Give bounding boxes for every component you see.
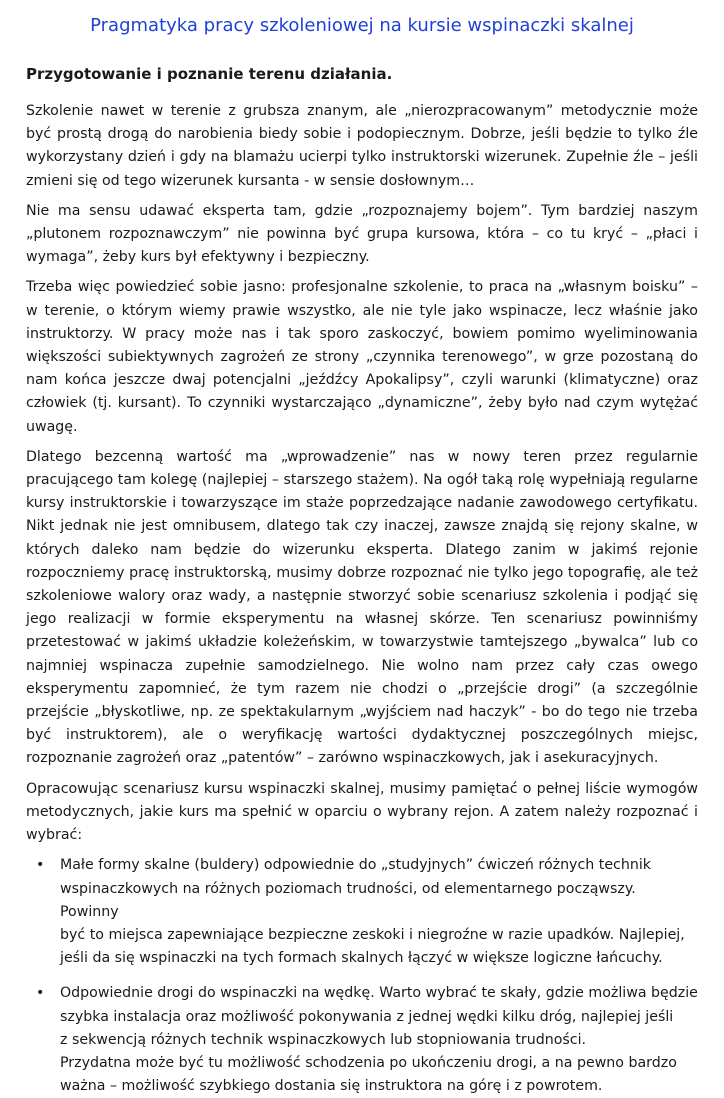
paragraph-5: Opracowując scenariusz kursu wspinaczki skalnej, musimy pamiętać o pełnej liście wymogów metodycznych, jakie kurs ma spełnić w oparciu o wybrany rejon. A zatem należy rozpoznać i wybrać: (26, 780, 698, 844)
paragraph-2: Nie ma sensu udawać eksperta tam, gdzie „rozpoznajemy bojem”. Tym bardziej naszym „plutonem rozpoznawczym” nie powinna być grupa kursowa, która – co tu kryć – „płaci i wymaga”, żeby kurs był efektywny i bezpieczny. (26, 202, 698, 266)
list-item-line: być to miejsca zapewniające bezpieczne zeskoki i niegroźne w razie upadków. Najlepiej, (60, 926, 685, 943)
list-item-line: z sekwencją różnych technik wspinaczkowych lub stopniowania trudności. (60, 1031, 587, 1048)
list-item-line: Małe formy skalne (buldery) odpowiednie do „studyjnych” ćwiczeń różnych technik (60, 857, 651, 874)
bullet-list (26, 854, 698, 1098)
bullet-icon: • (36, 857, 45, 874)
paragraph-3: Trzeba więc powiedzieć sobie jasno: profesjonalne szkolenie, to praca na „własnym boisku” – w terenie, o którym wiemy prawie wszystko, ale nie tyle jako wspinacze, lecz właśnie jako instruktorzy. W pracy może nas i tak sporo zaskoczyć, bowiem pomimo wyeliminowania większości subiektywnych zagrożeń ze strony „czynnika terenowego”, w grze pozostaną do nam końca jeszcze dwaj potencjalni „jeźdźcy Apokalipsy”, czyli warunki (klimatyczne) oraz człowiek (tj. kursant). To czynniki wystarczająco „dynamiczne”, żeby było nad czym wytężać uwagę. (26, 279, 698, 435)
list-item-line: szybka instalacja oraz możliwość pokonywania z jednej wędki kilku dróg, najlepiej jeśli (60, 1008, 674, 1025)
bullet-icon: • (36, 985, 45, 1002)
section-heading: Przygotowanie i poznanie terenu działania. (26, 65, 393, 83)
list-item (26, 854, 698, 970)
list-item-line: Przydatna może być tu możliwość schodzenia po ukończeniu drogi, a na pewno bardzo (60, 1054, 677, 1071)
paragraph-4: Dlatego bezcenną wartość ma „wprowadzenie” nas w nowy teren przez regularnie pracującego tam kolegę (najlepiej – starszego stażem). Na ogół taką rolę wypełniają regularne kursy instruktorskie i towarzyszące im staże poprzedzające nadanie zawodowego certyfikatu. Nikt jednak nie jest omnibusem, dlatego tak czy inaczej, zawsze znajdą się rejony skalne, w których daleko nam będzie do wizerunku eksperta. Dlatego zanim w jakimś rejonie rozpoczniemy pracę instruktorską, musimy dobrze rozpoznać nie tylko jego topografię, ale też szkoleniowe walory oraz wady, a następnie stworzyć sobie scenariusz szkolenia i podjąć się jego realizacji w formie eksperymentu na własnej skórze. Ten scenariusz powinniśmy przetestować w jakimś układzie koleżeńskim, w towarzystwie tamtejszego „bywalca” lub co najmniej wspinacza zupełnie samodzielnego. Nie wolno nam przez cały czas owego eksperymentu zapomnieć, że tym razem nie chodzi o „przejście drogi” (a szczególnie przejście „błyskotliwe, np. ze spektakularnym „wyjściem nad haczyk” - bo do tego nie trzeba być instruktorem), ale o weryfikację wartości dydaktycznej poszczególnych miejsc, rozpoznanie zagrożeń oraz „patentów” – zarówno wspinaczkowych, jak i asekuracyjnych. (26, 448, 698, 767)
list-item-line: wspinaczkowych na różnych poziomach trudności, od elementarnego począwszy. Powinny (60, 880, 636, 920)
list-item-line: jeśli da się wspinaczki na tych formach skalnych łączyć w większe logiczne łańcuchy. (60, 950, 663, 967)
list-item-line: Odpowiednie drogi do wspinaczki na wędkę. Warto wybrać te skały, gdzie możliwa będzie (60, 985, 698, 1002)
list-item-line: ważna – możliwość szybkiego dostania się instruktora na górę i z powrotem. (60, 1078, 603, 1095)
document-title: Pragmatyka pracy szkoleniowej na kursie wspinaczki skalnej (90, 15, 634, 36)
paragraph-1: Szkolenie nawet w terenie z grubsza znanym, ale „nierozpracowanym” metodycznie może być prostą drogą do narobienia biedy sobie i podopiecznym. Dobrze, jeśli będzie to tylko źle wykorzystany dzień i gdy na blamażu ucierpi tylko instruktorski wizerunek. Zupełnie źle – jeśli zmieni się od tego wizerunek kursanta - w sensie dosłownym… (26, 103, 698, 189)
list-item (26, 982, 698, 1098)
